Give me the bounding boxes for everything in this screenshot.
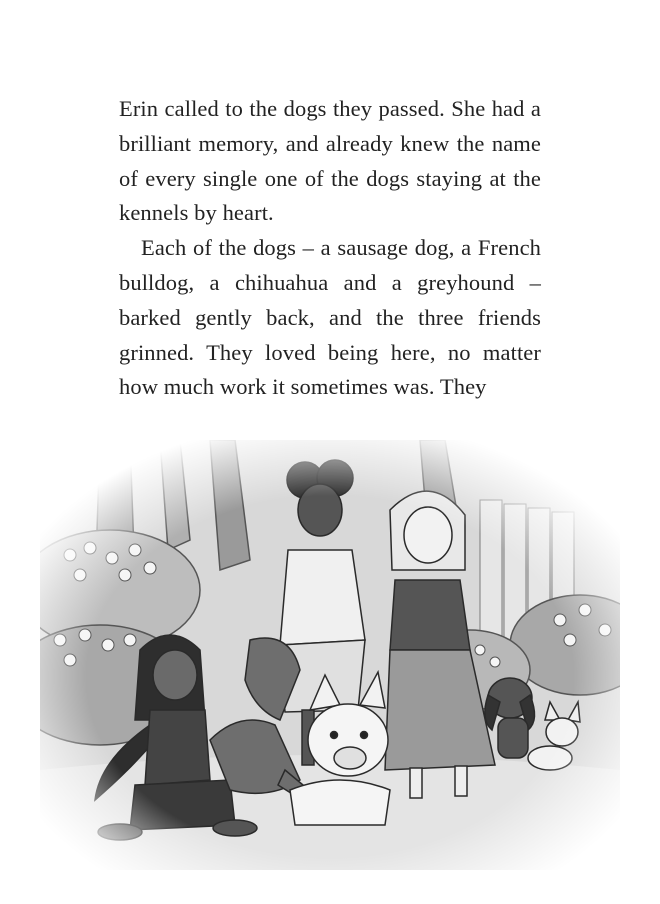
vignette xyxy=(40,440,620,870)
story-text xyxy=(119,92,541,405)
paragraph-2: Each of the dogs – a sausage dog, a French bulldog, a chihuahua and a greyhound – barked gently back, and the three friends grinned. They loved being here, no matter how much work it sometimes was. They xyxy=(119,235,541,400)
illustration-girls-with-dogs xyxy=(40,440,620,870)
paragraph-1: Erin called to the dogs they passed. She had a brilliant memory, and already knew the name of every single one of the dogs staying at the kennels by heart. xyxy=(119,96,541,226)
